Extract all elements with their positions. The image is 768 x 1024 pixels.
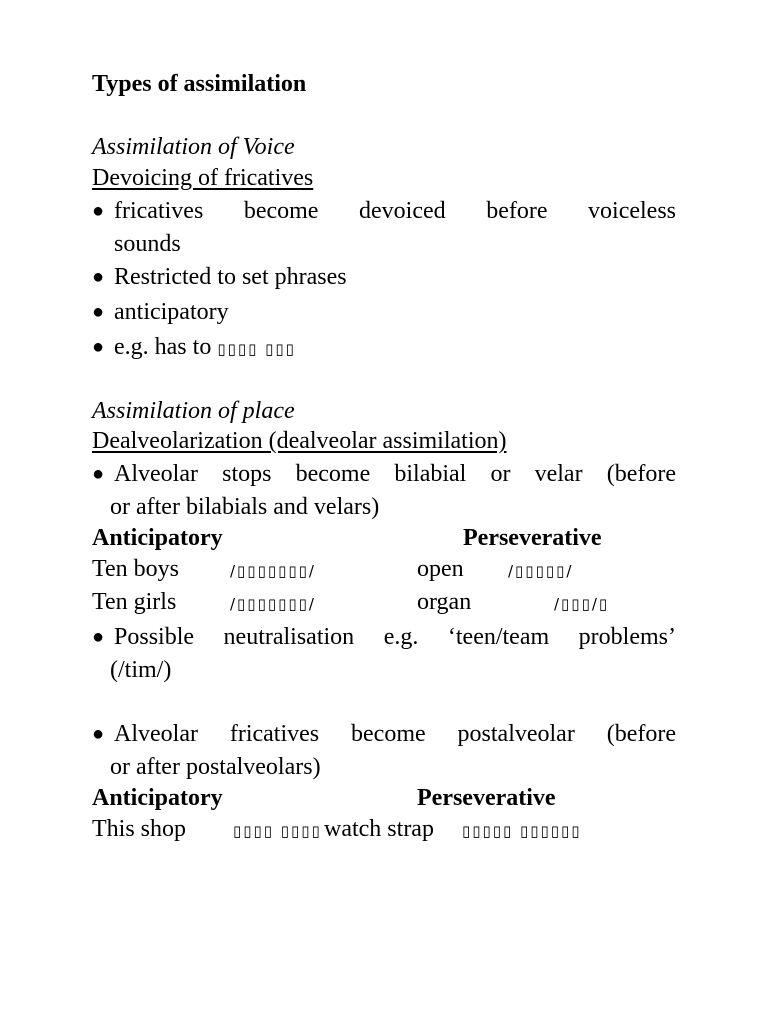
list-item-text: fricatives become devoiced before voiceless bbox=[114, 198, 676, 224]
header-anticipatory: Anticipatory bbox=[92, 785, 223, 811]
bullet-icon: ● bbox=[92, 200, 105, 222]
list-item-text-cont: or after bilabials and velars) bbox=[110, 494, 380, 520]
transcription: ▯▯▯▯ ▯▯▯▯ bbox=[233, 822, 322, 840]
phonetic-transcription: ▯▯▯▯ ▯▯▯ bbox=[217, 340, 296, 358]
column-headers bbox=[92, 786, 676, 812]
bullet-icon: ● bbox=[92, 626, 105, 648]
example-word: open bbox=[417, 556, 464, 582]
list-item-text: Alveolar fricatives become postalveolar (before bbox=[114, 721, 676, 747]
bullet-icon: ● bbox=[92, 336, 105, 358]
example-word: organ bbox=[417, 589, 472, 615]
example-word: watch strap bbox=[324, 816, 434, 842]
header-anticipatory: Anticipatory bbox=[92, 525, 223, 551]
section-heading-place: Assimilation of place bbox=[92, 398, 295, 424]
table-row bbox=[92, 817, 676, 843]
header-perseverative: Perseverative bbox=[417, 785, 556, 811]
transcription: /▯▯▯/▯ bbox=[554, 595, 610, 613]
bullet-icon: ● bbox=[92, 463, 105, 485]
list-item bbox=[92, 722, 676, 786]
transcription: /▯▯▯▯▯/ bbox=[508, 562, 574, 580]
column-headers bbox=[92, 526, 676, 552]
transcription: ▯▯▯▯▯ ▯▯▯▯▯▯ bbox=[462, 822, 582, 840]
section-subheading-devoicing: Devoicing of fricatives bbox=[92, 165, 314, 191]
list-item bbox=[92, 335, 676, 365]
list-item bbox=[92, 265, 676, 295]
table-row bbox=[92, 557, 676, 583]
example-text: e.g. has to bbox=[114, 334, 212, 360]
list-item-text: Alveolar stops become bilabial or velar (before bbox=[114, 461, 676, 487]
table-row bbox=[92, 590, 676, 616]
list-item-text: anticipatory bbox=[114, 299, 229, 325]
bullet-icon: ● bbox=[92, 266, 105, 288]
list-item bbox=[92, 625, 676, 689]
example-word: Ten girls bbox=[92, 589, 177, 615]
page-title: Types of assimilation bbox=[92, 71, 307, 97]
example-word: This shop bbox=[92, 816, 187, 842]
transcription: /▯▯▯▯▯▯▯/ bbox=[230, 595, 316, 613]
list-item-text: Restricted to set phrases bbox=[114, 264, 347, 290]
example-word: Ten boys bbox=[92, 556, 179, 582]
list-item-text-cont: sounds bbox=[114, 231, 181, 257]
bullet-icon: ● bbox=[92, 301, 105, 323]
list-item bbox=[92, 300, 676, 330]
bullet-icon: ● bbox=[92, 723, 105, 745]
list-item-text bbox=[114, 335, 296, 359]
list-item-text: Possible neutralisation e.g. ‘teen/team problems’ bbox=[114, 624, 676, 650]
section-subheading-dealveolarization: Dealveolarization (dealveolar assimilation) bbox=[92, 428, 507, 454]
header-perseverative: Perseverative bbox=[463, 525, 602, 551]
section-heading-voice: Assimilation of Voice bbox=[92, 134, 295, 160]
list-item-text-cont: or after postalveolars) bbox=[110, 754, 321, 780]
transcription: /▯▯▯▯▯▯▯/ bbox=[230, 562, 316, 580]
list-item-text-cont: (/tim/) bbox=[110, 657, 172, 683]
list-item bbox=[92, 462, 676, 526]
list-item bbox=[92, 199, 676, 263]
